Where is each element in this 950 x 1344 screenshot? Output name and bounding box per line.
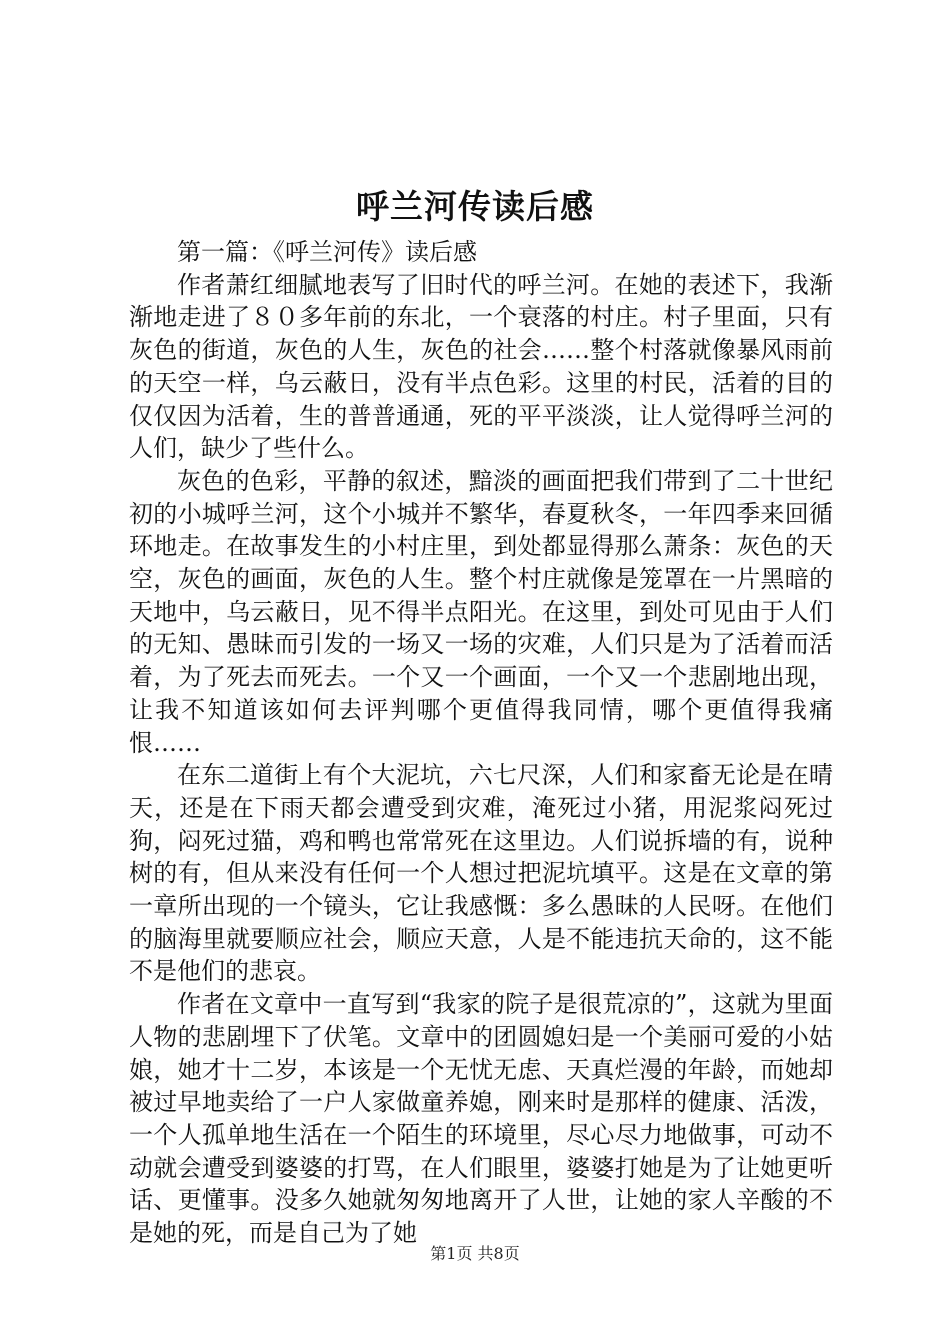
paragraph-3: 在东二道街上有个大泥坑，六七尺深，人们和家畜无论是在晴天，还是在下雨天都会遭受到灾难，淹死过小猪，用泥浆闷死过狗，闷死过猫，鸡和鸭也常常死在这里边。人们说拆墙的有，说种树的有，但从来没有任何一个人想过把泥坑填平。这是在文章的第一章所出现的一个镜头，它让我感慨：多么愚昧的人民呀。在他们的脑海里就要顺应社会，顺应天意，人是不能违抗天命的，这不能不是他们的悲哀。 xyxy=(129,761,833,986)
paragraph-4: 作者在文章中一直写到“我家的院子是很荒凉的”，这就为里面人物的悲剧埋下了伏笔。文章中的团圆媳妇是一个美丽可爱的小姑娘，她才十二岁，本该是一个无忧无虑、天真烂漫的年龄，而她却被过早地卖给了一户人家做童养媳，刚来时是那样的健康、活泼，一个人孤单地生活在一个陌生的环境里，尽心尽力地做事，可动不动就会遭受到婆婆的打骂，在人们眼里，婆婆打她是为了让她更听话、更懂事。没多久她就匆匆地离开了人世，让她的家人辛酸的不是她的死，而是自己为了她 xyxy=(129,990,833,1248)
paragraph-1: 作者萧红细腻地表写了旧时代的呼兰河。在她的表述下，我渐渐地走进了８０多年前的东北，一个衰落的村庄。村子里面，只有灰色的街道，灰色的人生，灰色的社会……整个村落就像暴风雨前的天空一样，乌云蔽日，没有半点色彩。这里的村民，活着的目的仅仅因为活着，生的普普通通，死的平平淡淡，让人觉得呼兰河的人们，缺少了些什么。 xyxy=(129,270,833,463)
section-heading: 第一篇：《呼兰河传》读后感 xyxy=(177,238,477,266)
paragraph-2: 灰色的色彩，平静的叙述，黯淡的画面把我们带到了二十世纪初的小城呼兰河，这个小城并不繁华，春夏秋冬，一年四季来回循环地走。在故事发生的小村庄里，到处都显得那么萧条：灰色的天空，灰色的画面，灰色的人生。整个村庄就像是笼罩在一片黑暗的天地中，乌云蔽日，见不得半点阳光。在这里，到处可见由于人们的无知、愚昧而引发的一场又一场的灾难，人们只是为了活着而活着，为了死去而死去。一个又一个画面，一个又一个悲剧地出现，让我不知道该如何去评判哪个更值得我同情，哪个更值得我痛恨…… xyxy=(129,466,833,757)
document-body xyxy=(129,236,833,1250)
document-title: 呼兰河传读后感 xyxy=(356,187,594,226)
page-number-footer: 第1页 共8页 xyxy=(430,1244,520,1263)
